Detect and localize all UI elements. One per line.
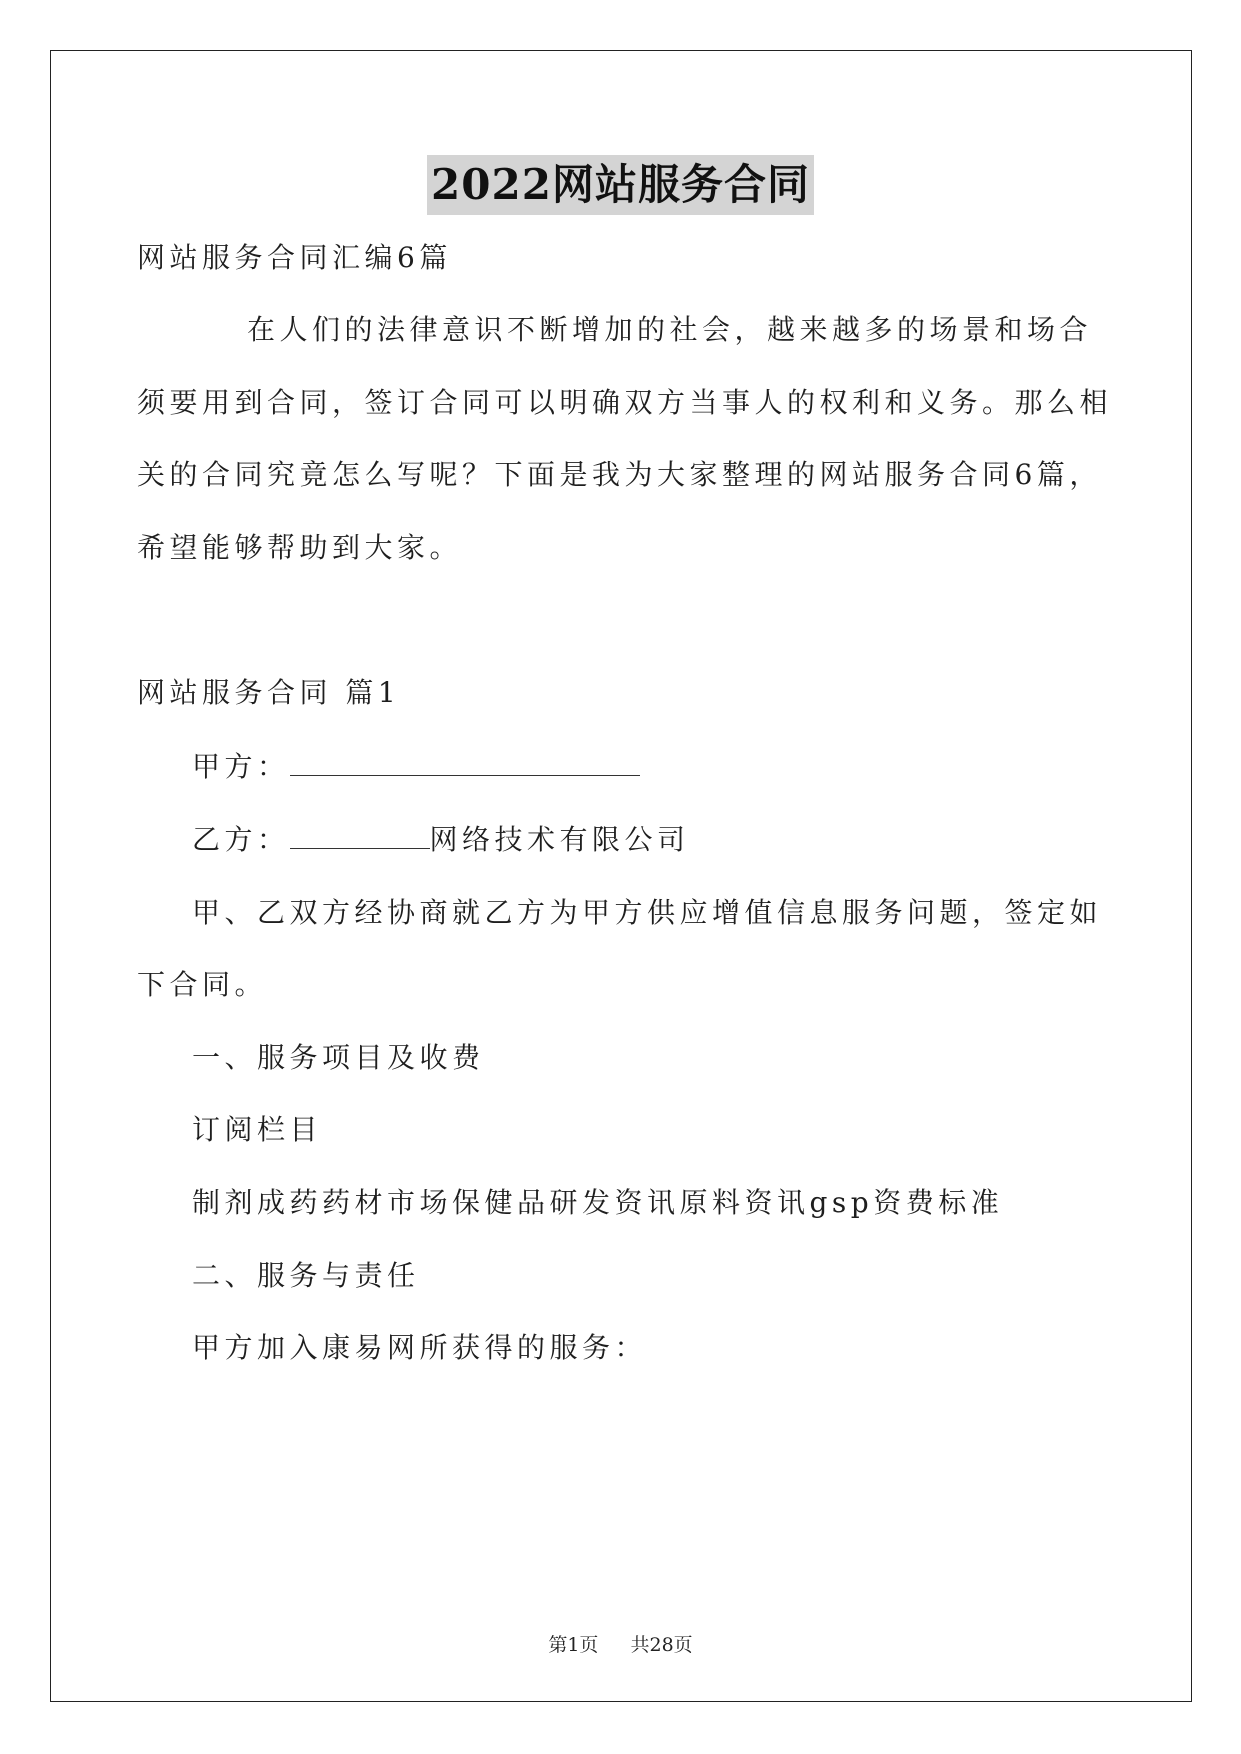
page-total: 共28页 [630,1634,693,1656]
item-one-heading: 一、服务项目及收费 [192,1041,485,1074]
party-b-label: 乙方： [192,823,290,856]
intro-line-3: 关的合同究竟怎么写呢？下面是我为大家整理的网站服务合同6篇， [137,458,1102,491]
title-container [0,155,1241,215]
intro-line-2: 须要用到合同，签订合同可以明确双方当事人的权利和义务。那么相 [137,386,1113,419]
page-footer [0,1630,1241,1657]
intro-line-1: 在人们的法律意识不断增加的社会，越来越多的场景和场合 [247,313,1093,346]
party-a-blank [290,751,640,776]
page-number: 第1页 [548,1634,599,1656]
subscribe-label: 订阅栏目 [192,1113,323,1146]
party-a-label: 甲方： [192,750,290,783]
page-border [50,50,1192,1702]
service-line: 甲方加入康易网所获得的服务： [192,1331,648,1364]
party-b-blank [290,824,430,849]
intro-line-4: 希望能够帮助到大家。 [137,531,463,564]
document-subtitle: 网站服务合同汇编6篇 [137,241,452,274]
party-a-line [192,747,640,787]
document-title: 2022网站服务合同 [427,155,814,215]
item-two-heading: 二、服务与责任 [192,1259,420,1292]
party-b-company: 网络技术有限公司 [429,823,690,856]
agreement-line-1: 甲、乙双方经协商就乙方为甲方供应增值信息服务问题，签定如 [192,896,1103,929]
party-b-line [192,820,690,860]
columns-line: 制剂成药药材市场保健品研发资讯原料资讯gsp资费标准 [192,1186,1004,1219]
agreement-line-2: 下合同。 [137,968,268,1001]
section-heading: 网站服务合同 篇1 [137,676,401,709]
